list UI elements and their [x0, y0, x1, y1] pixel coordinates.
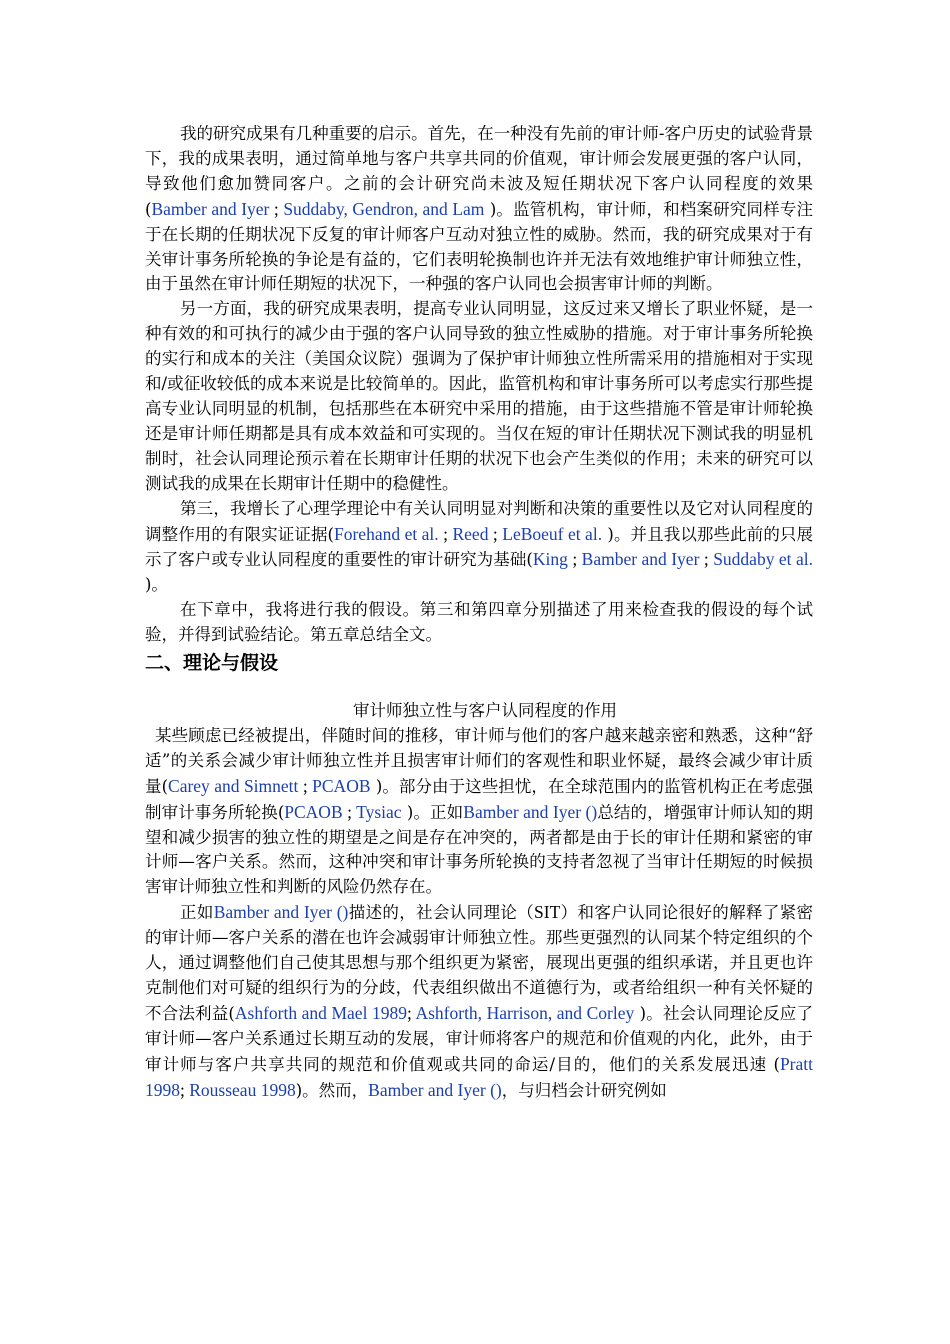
citation-link[interactable]: Bamber and Iyer [581, 549, 700, 570]
citation-link[interactable]: LeBoeuf et al. [502, 523, 603, 544]
paragraph-text: 描述的，社会认同理论（ [348, 903, 535, 923]
paragraph-second-implication [145, 297, 813, 496]
citation-link[interactable]: Bamber and Iyer () [368, 1079, 502, 1100]
citation-link[interactable]: PCAOB [312, 775, 371, 796]
citation-link[interactable]: Ashforth, Harrison, and Corley [415, 1002, 635, 1023]
paragraph-text: 在下章中，我将进行我的假设。第三和第四章分别描述了用来检查我的假设的每个试验，并得到试验结论。第五章总结全文。 [145, 600, 813, 645]
paragraph-text: )。部分由于这些担忧，在全球范围内的监管机构正在考虑强制审计事务所轮换( [145, 776, 813, 822]
paragraph-text: )。正如 [401, 802, 464, 822]
citation-separator: ; [269, 198, 284, 219]
citation-link[interactable]: Forehand et al. [334, 523, 439, 544]
citation-link[interactable]: Bamber and Iyer [151, 198, 270, 219]
citation-separator: ; [180, 1079, 190, 1100]
citation-separator: ; [298, 775, 313, 796]
paragraph-social-identity [145, 900, 813, 1103]
citation-link[interactable]: Carey and Simnett [168, 775, 299, 796]
citation-link[interactable]: Bamber and Iyer () [463, 801, 598, 822]
section-heading: 二、理论与假设 [145, 652, 279, 675]
citation-link[interactable]: PCAOB [284, 801, 343, 822]
paragraph-outline [145, 598, 813, 648]
citation-separator: ; [407, 1002, 416, 1023]
citation-link[interactable]: Rousseau 1998 [189, 1079, 296, 1100]
subsection-title: 审计师独立性与客户认同程度的作用 [353, 701, 617, 721]
citation-link[interactable]: Reed [452, 523, 489, 544]
paragraph-independence [145, 724, 813, 900]
citation-separator: ; [567, 549, 582, 570]
paragraph-implications [145, 122, 813, 297]
citation-link[interactable]: Bamber and Iyer () [213, 902, 349, 923]
citation-link[interactable]: Suddaby et al. [713, 549, 813, 570]
citation-link[interactable]: Ashforth and Mael 1989 [234, 1002, 407, 1023]
paragraph-text: 我的研究成果有几种重要的启示。首先，在一种没有先前的审计师-客户历史的试验背景下，我的成果表明，通过简单地与客户共享共同的价值观，审计师会发展更强的客户认同，导致他们愈加赞同客户。之前的会计研究尚未波及短任期状况下客户认同程度的效果( [145, 124, 813, 219]
citation-separator: ; [488, 523, 503, 544]
paragraph-text: 正如 [180, 903, 214, 923]
paragraph-third-implication [145, 497, 813, 599]
citation-link[interactable]: King [532, 549, 568, 570]
citation-separator: ; [342, 801, 357, 822]
paragraph-text: 第三，我增长了心理学理论中有关认同明显对判断和决策的重要性以及它对认同程度的调整作用的有限实证证据( [145, 498, 813, 544]
paragraph-text: )。监管机构，审计师，和档案研究同样专注于在长期的任期状况下反复的审计师客户互动对独立性的威胁。然而，我的研究成果对于有关审计事务所轮换的争论是有益的，它们表明轮换制也许并无法有效地维护审计师独立性，由于虽然在审计师任期短的状况下，一种强的客户认同也会损害审计师的判断。 [145, 199, 813, 294]
citation-link[interactable]: Pratt 1998 [145, 1053, 813, 1100]
paragraph-text: )。社会认同理论反应了审计师—客户关系通过长期互动的发展，审计师将客户的规范和价值观的内化，此外，由于审计师与客户共享共同的规范和价值观或共同的命运/目的，他们的关系发展迅速 ( [145, 1003, 813, 1074]
paragraph-text: 总结的，增强审计师认知的期望和减少损害的独立性的期望是之间是存在冲突的，两者都是由于长的审计任期和紧密的审计师—客户关系。然而，这种冲突和审计事务所轮换的支持者忽视了当审计任期短的时候损害审计师独立性和判断的风险仍然存在。 [145, 802, 814, 897]
paragraph-text: ）和客户认同论很好的解释了紧密的审计师—客户关系的潜在也许会减弱审计师独立性。那些更强烈的认同某个特定组织的个人，通过调整他们自己使其思想与那个组织更为紧密，展现出更强的组织承诺，并且更也许克制他们对可疑的组织行为的分歧，代表组织做出不道德行为，或者给组织一种有关怀疑的不合法利益( [145, 903, 814, 1023]
citation-link[interactable]: Tysiac [356, 801, 402, 822]
paragraph-text: 另一方面，我的研究成果表明，提高专业认同明显，这反过来又增长了职业怀疑，是一种有效的和可执行的减少由于强的客户认同导致的独立性威胁的措施。对于审计事务所轮换的实行和成本的关注（美国众议院）强调为了保护审计师独立性所需采用的措施相对于实现和/或征收较低的成本来说是比较简单的。因此，监管机构和审计事务所可以考虑实行那些提高专业认同明显的机制，包括那些在本研究中采用的措施，由于这些措施不管是审计师轮换还是审计师任期都是具有成本效益和可实现的。当仅在短的审计任期状况下测试我的明显机制时，社会认同理论预示着在长期审计任期的状况下也会产生类似的作用；未来的研究可以测试我的成果在长期审计任期中的稳健性。 [145, 299, 813, 493]
paragraph-text: )。并且我以那些此前的只展示了客户或专业认同程度的重要性的审计研究为基础( [145, 524, 814, 570]
citation-link[interactable]: Suddaby, Gendron, and Lam [283, 198, 485, 219]
document-page [145, 122, 813, 1104]
paragraph-text: 某些顾虑已经被提出，伴随时间的推移，审计师与他们的客户越来越亲密和熟悉，这种“舒适”的关系会减少审计师独立性并且损害审计师们的客观性和职业怀疑，最终会减少审计质量( [145, 725, 813, 796]
abbreviation: SIT [534, 902, 561, 923]
citation-separator: ; [438, 523, 453, 544]
paragraph-text: )。然而， [295, 1080, 369, 1100]
paragraph-text: ，与归档会计研究例如 [501, 1080, 667, 1100]
paragraph-text: )。 [145, 575, 168, 595]
citation-separator: ; [699, 549, 714, 570]
